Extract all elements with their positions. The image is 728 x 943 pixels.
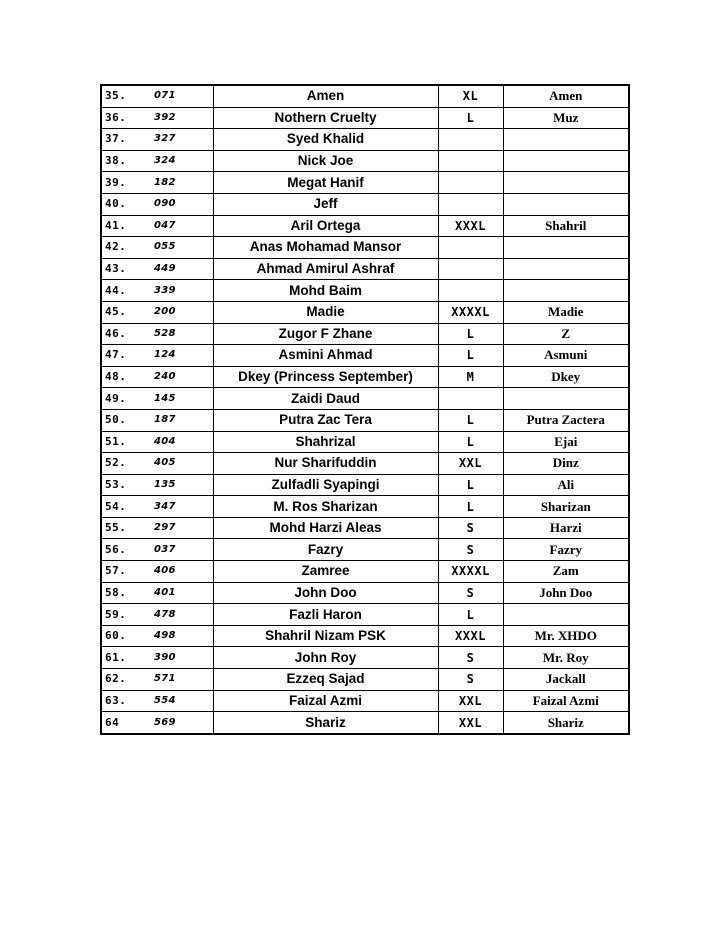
member-name: Ezzeq Sajad xyxy=(213,669,438,691)
member-name: Jeff xyxy=(213,193,438,215)
table-row xyxy=(101,604,629,626)
member-code: 135 xyxy=(144,474,213,496)
table-row xyxy=(101,280,629,302)
table-row xyxy=(101,85,629,107)
print-name: Harzi xyxy=(503,517,629,539)
member-name: Nick Joe xyxy=(213,150,438,172)
table-row xyxy=(101,215,629,237)
row-number: 43. xyxy=(101,258,144,280)
member-code: 324 xyxy=(144,150,213,172)
table-row xyxy=(101,561,629,583)
shirt-size: XXXL xyxy=(438,215,503,237)
print-name xyxy=(503,129,629,151)
member-name: Syed Khalid xyxy=(213,129,438,151)
row-number: 63. xyxy=(101,690,144,712)
member-name: Nothern Cruelty xyxy=(213,107,438,129)
member-code: 571 xyxy=(144,669,213,691)
table-row xyxy=(101,172,629,194)
row-number: 45. xyxy=(101,301,144,323)
member-list-sheet xyxy=(100,84,628,735)
shirt-size: S xyxy=(438,582,503,604)
row-number: 64 xyxy=(101,712,144,734)
print-name xyxy=(503,604,629,626)
member-name: John Doo xyxy=(213,582,438,604)
shirt-size: M xyxy=(438,366,503,388)
member-name: Zulfadli Syapingi xyxy=(213,474,438,496)
shirt-size: XXXL xyxy=(438,625,503,647)
table-row xyxy=(101,323,629,345)
print-name: Ali xyxy=(503,474,629,496)
member-code: 124 xyxy=(144,345,213,367)
member-name: M. Ros Sharizan xyxy=(213,496,438,518)
table-row xyxy=(101,582,629,604)
print-name: Shariz xyxy=(503,712,629,734)
member-code: 200 xyxy=(144,301,213,323)
member-table xyxy=(100,84,630,735)
print-name: Asmuni xyxy=(503,345,629,367)
table-row xyxy=(101,150,629,172)
member-code: 339 xyxy=(144,280,213,302)
shirt-size: L xyxy=(438,496,503,518)
member-code: 401 xyxy=(144,582,213,604)
shirt-size xyxy=(438,258,503,280)
row-number: 48. xyxy=(101,366,144,388)
member-name: Nur Sharifuddin xyxy=(213,453,438,475)
member-name: Shahrizal xyxy=(213,431,438,453)
table-row xyxy=(101,237,629,259)
row-number: 35. xyxy=(101,85,144,107)
print-name xyxy=(503,258,629,280)
print-name: Putra Zactera xyxy=(503,409,629,431)
member-name: John Roy xyxy=(213,647,438,669)
member-name: Zamree xyxy=(213,561,438,583)
table-row xyxy=(101,669,629,691)
row-number: 44. xyxy=(101,280,144,302)
shirt-size xyxy=(438,388,503,410)
table-row xyxy=(101,409,629,431)
print-name: Mr. XHDO xyxy=(503,625,629,647)
member-name: Fazry xyxy=(213,539,438,561)
member-name: Dkey (Princess September) xyxy=(213,366,438,388)
row-number: 42. xyxy=(101,237,144,259)
print-name: Ejai xyxy=(503,431,629,453)
table-row xyxy=(101,690,629,712)
print-name xyxy=(503,193,629,215)
member-code: 240 xyxy=(144,366,213,388)
table-row xyxy=(101,431,629,453)
member-code: 047 xyxy=(144,215,213,237)
print-name xyxy=(503,237,629,259)
print-name xyxy=(503,172,629,194)
row-number: 60. xyxy=(101,625,144,647)
row-number: 55. xyxy=(101,517,144,539)
shirt-size: S xyxy=(438,539,503,561)
table-row xyxy=(101,517,629,539)
row-number: 38. xyxy=(101,150,144,172)
print-name xyxy=(503,150,629,172)
member-code: 392 xyxy=(144,107,213,129)
shirt-size xyxy=(438,129,503,151)
row-number: 58. xyxy=(101,582,144,604)
print-name: Zam xyxy=(503,561,629,583)
table-row xyxy=(101,388,629,410)
table-row xyxy=(101,301,629,323)
shirt-size xyxy=(438,193,503,215)
member-name: Zugor F Zhane xyxy=(213,323,438,345)
table-row xyxy=(101,258,629,280)
row-number: 36. xyxy=(101,107,144,129)
member-name: Putra Zac Tera xyxy=(213,409,438,431)
row-number: 52. xyxy=(101,453,144,475)
shirt-size: S xyxy=(438,669,503,691)
member-code: 528 xyxy=(144,323,213,345)
shirt-size: L xyxy=(438,345,503,367)
member-name: Mohd Baim xyxy=(213,280,438,302)
shirt-size: L xyxy=(438,474,503,496)
table-row xyxy=(101,496,629,518)
member-name: Megat Hanif xyxy=(213,172,438,194)
member-code: 037 xyxy=(144,539,213,561)
row-number: 47. xyxy=(101,345,144,367)
shirt-size: XXL xyxy=(438,690,503,712)
row-number: 40. xyxy=(101,193,144,215)
table-row xyxy=(101,193,629,215)
member-name: Madie xyxy=(213,301,438,323)
row-number: 50. xyxy=(101,409,144,431)
row-number: 37. xyxy=(101,129,144,151)
member-name: Shahril Nizam PSK xyxy=(213,625,438,647)
shirt-size: S xyxy=(438,517,503,539)
shirt-size: L xyxy=(438,409,503,431)
row-number: 39. xyxy=(101,172,144,194)
row-number: 49. xyxy=(101,388,144,410)
table-row xyxy=(101,129,629,151)
member-code: 327 xyxy=(144,129,213,151)
member-name: Zaidi Daud xyxy=(213,388,438,410)
print-name: Muz xyxy=(503,107,629,129)
table-row xyxy=(101,625,629,647)
print-name: Mr. Roy xyxy=(503,647,629,669)
member-code: 297 xyxy=(144,517,213,539)
table-row xyxy=(101,712,629,734)
member-code: 406 xyxy=(144,561,213,583)
member-code: 554 xyxy=(144,690,213,712)
member-code: 071 xyxy=(144,85,213,107)
row-number: 62. xyxy=(101,669,144,691)
table-row xyxy=(101,345,629,367)
shirt-size: XXXXL xyxy=(438,561,503,583)
table-row xyxy=(101,539,629,561)
member-code: 182 xyxy=(144,172,213,194)
print-name: Faizal Azmi xyxy=(503,690,629,712)
print-name: Jackall xyxy=(503,669,629,691)
print-name: John Doo xyxy=(503,582,629,604)
member-name: Faizal Azmi xyxy=(213,690,438,712)
row-number: 61. xyxy=(101,647,144,669)
member-code: 347 xyxy=(144,496,213,518)
print-name: Z xyxy=(503,323,629,345)
shirt-size xyxy=(438,172,503,194)
shirt-size: L xyxy=(438,604,503,626)
print-name: Dinz xyxy=(503,453,629,475)
member-code: 449 xyxy=(144,258,213,280)
row-number: 56. xyxy=(101,539,144,561)
member-code: 390 xyxy=(144,647,213,669)
shirt-size: S xyxy=(438,647,503,669)
member-code: 569 xyxy=(144,712,213,734)
print-name: Madie xyxy=(503,301,629,323)
member-code: 055 xyxy=(144,237,213,259)
shirt-size: XXL xyxy=(438,712,503,734)
print-name: Dkey xyxy=(503,366,629,388)
member-name: Fazli Haron xyxy=(213,604,438,626)
shirt-size: XXL xyxy=(438,453,503,475)
table-row xyxy=(101,366,629,388)
shirt-size xyxy=(438,280,503,302)
shirt-size xyxy=(438,150,503,172)
member-code: 498 xyxy=(144,625,213,647)
member-name: Aril Ortega xyxy=(213,215,438,237)
row-number: 51. xyxy=(101,431,144,453)
print-name: Fazry xyxy=(503,539,629,561)
member-code: 478 xyxy=(144,604,213,626)
member-name: Mohd Harzi Aleas xyxy=(213,517,438,539)
row-number: 59. xyxy=(101,604,144,626)
table-row xyxy=(101,647,629,669)
row-number: 53. xyxy=(101,474,144,496)
shirt-size xyxy=(438,237,503,259)
shirt-size: L xyxy=(438,431,503,453)
member-table-body xyxy=(101,85,629,734)
row-number: 46. xyxy=(101,323,144,345)
member-name: Anas Mohamad Mansor xyxy=(213,237,438,259)
member-name: Amen xyxy=(213,85,438,107)
print-name: Sharizan xyxy=(503,496,629,518)
table-row xyxy=(101,453,629,475)
member-code: 187 xyxy=(144,409,213,431)
member-name: Asmini Ahmad xyxy=(213,345,438,367)
shirt-size: XL xyxy=(438,85,503,107)
row-number: 41. xyxy=(101,215,144,237)
member-name: Ahmad Amirul Ashraf xyxy=(213,258,438,280)
print-name xyxy=(503,280,629,302)
member-code: 404 xyxy=(144,431,213,453)
member-code: 145 xyxy=(144,388,213,410)
member-code: 405 xyxy=(144,453,213,475)
table-row xyxy=(101,474,629,496)
print-name: Shahril xyxy=(503,215,629,237)
member-code: 090 xyxy=(144,193,213,215)
shirt-size: L xyxy=(438,107,503,129)
print-name: Amen xyxy=(503,85,629,107)
row-number: 54. xyxy=(101,496,144,518)
member-name: Shariz xyxy=(213,712,438,734)
shirt-size: XXXXL xyxy=(438,301,503,323)
print-name xyxy=(503,388,629,410)
row-number: 57. xyxy=(101,561,144,583)
shirt-size: L xyxy=(438,323,503,345)
table-row xyxy=(101,107,629,129)
